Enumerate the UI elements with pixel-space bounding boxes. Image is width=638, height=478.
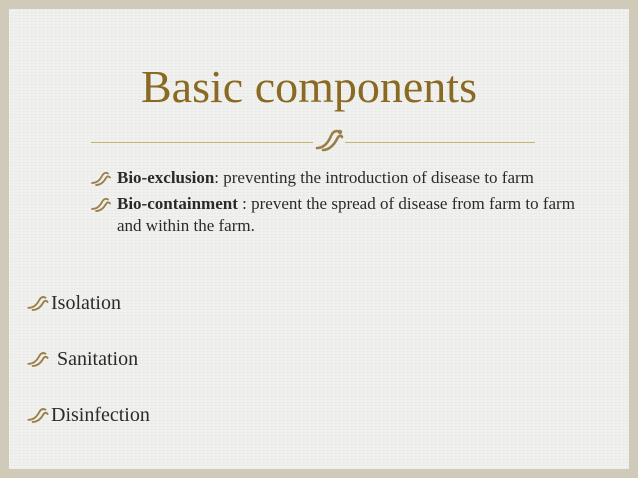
scroll-bullet-icon: [27, 406, 49, 423]
bullet-isolation: [27, 291, 121, 315]
bullet-label: Disinfection: [51, 404, 150, 426]
bullet-sanitation: [27, 347, 138, 371]
slide-title: Basic components: [141, 61, 477, 112]
title-divider-left: [91, 142, 313, 143]
slide-content-area: [9, 9, 629, 469]
bullet-label: Isolation: [51, 292, 121, 314]
term-bio-exclusion: Bio-exclusion: [117, 168, 215, 187]
sub-bullet-list: [91, 167, 591, 241]
bullet-disinfection: [27, 403, 150, 427]
sub-bullet-bio-exclusion: [91, 167, 591, 189]
title-divider-right: [345, 142, 535, 143]
scroll-bullet-icon: [27, 350, 49, 367]
scroll-bullet-icon: [27, 294, 49, 311]
term-bio-containment: Bio-containment: [117, 194, 238, 213]
definition-bio-containment: : prevent the spread of disease from farm to farm and within the farm.: [117, 194, 575, 235]
sub-bullet-bio-containment: [91, 193, 591, 237]
scroll-bullet-icon: [91, 170, 111, 186]
fleuron-ornament-icon: [314, 127, 344, 153]
bullet-label: Sanitation: [57, 348, 139, 370]
scroll-bullet-icon: [91, 196, 111, 212]
definition-bio-exclusion: : preventing the introduction of disease to farm: [214, 168, 534, 187]
